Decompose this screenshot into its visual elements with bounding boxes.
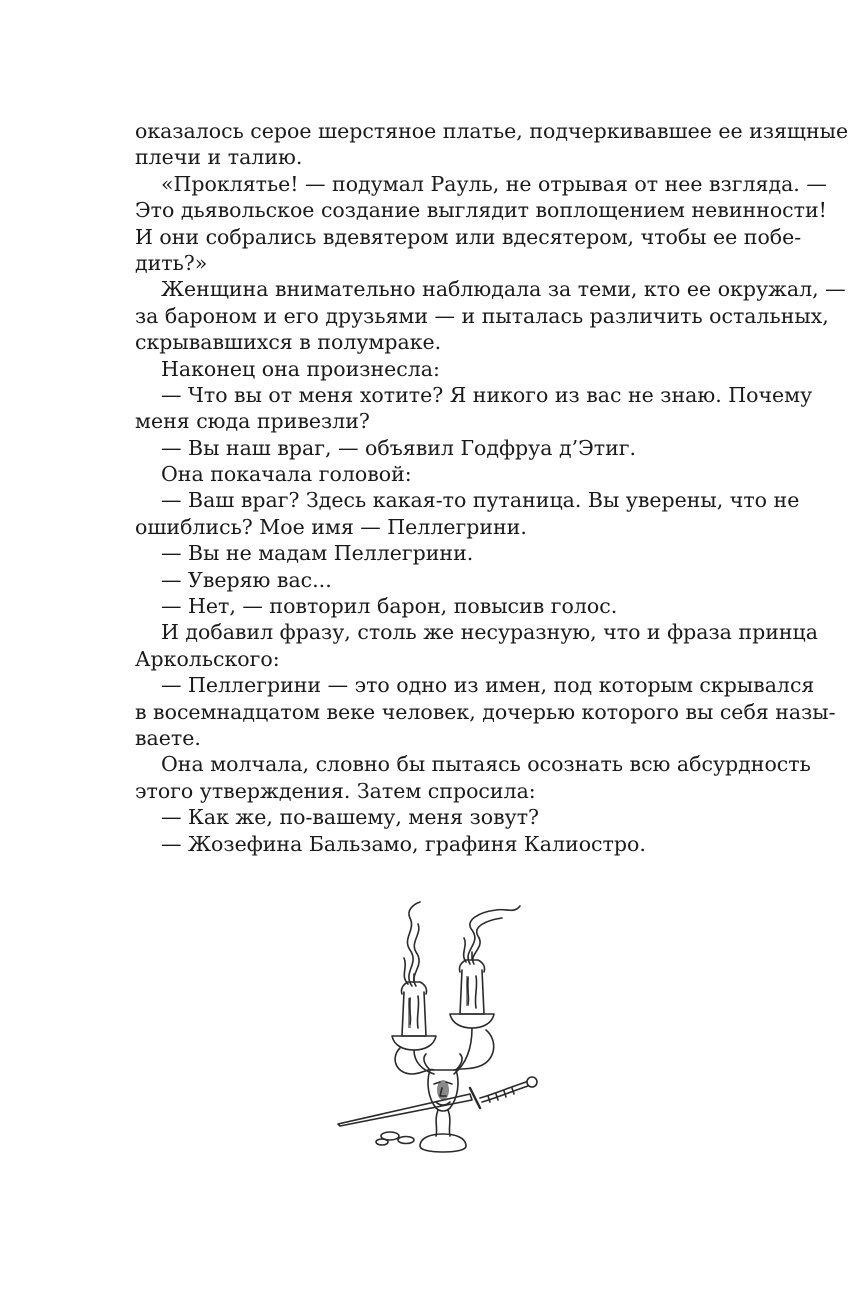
text-line: Она покачала головой: [161,462,412,487]
text-line: этого утверждения. Затем спросила: [135,778,536,803]
text-line: — Нет, — повторил барон, повысив голос. [161,594,618,619]
text-line: — Ваш враг? Здесь какая-то путаница. Вы уверены, что не [161,488,800,513]
text-line: — Пеллегрини — это одно из имен, под которым скрывался [161,673,815,698]
text-line: — Вы наш враг, — объявил Годфруа д’Этиг. [161,435,637,460]
text-line: оказалось серое шерстяное платье, подчеркивавшее ее изящные [135,119,849,143]
text-line: «Проклятье! — подумал Рауль, не отрывая от нее взгляда. — [161,171,827,196]
text-line: — Уверяю вас... [161,567,332,592]
text-line: И добавил фразу, столь же несуразную, что и фраза принца [161,620,818,645]
text-line: — Что вы от меня хотите? Я никого из вас не знаю. Почему [161,382,813,407]
text-line: меня сюда привезли? [135,409,370,434]
candelabra-sword-icon [330,898,550,1158]
text-line: ошиблись? Мое имя — Пеллегрини. [135,514,527,539]
text-line: Наконец она произнесла: [161,356,440,381]
text-line: Она молчала, словно бы пытаясь осознать всю абсурдность [161,752,811,777]
page-text [135,118,849,857]
text-line: Женщина внимательно наблюдала за теми, кто ее окружал, — [161,277,846,302]
text-line: — Вы не мадам Пеллегрини. [161,541,474,566]
text-line: скрывавшихся в полумраке. [135,330,442,355]
text-line: ваете. [135,725,201,750]
text-line: плечи и талию. [135,145,303,170]
text-line: И они собрались вдевятером или вдесятером, чтобы ее побе- [135,224,802,249]
text-line: в восемнадцатом веке человек, дочерью которого вы себя назы- [135,699,836,724]
text-line: дить?» [135,250,208,275]
text-line: Это дьявольское создание выглядит воплощением невинности! [135,198,827,223]
text-line: — Жозефина Бальзамо, графиня Калиостро. [161,831,646,856]
text-line: — Как же, по-вашему, меня зовут? [161,805,540,830]
text-line: за бароном и его друзьями — и пыталась различить остальных, [135,303,829,328]
text-line: Аркольского: [135,646,280,671]
